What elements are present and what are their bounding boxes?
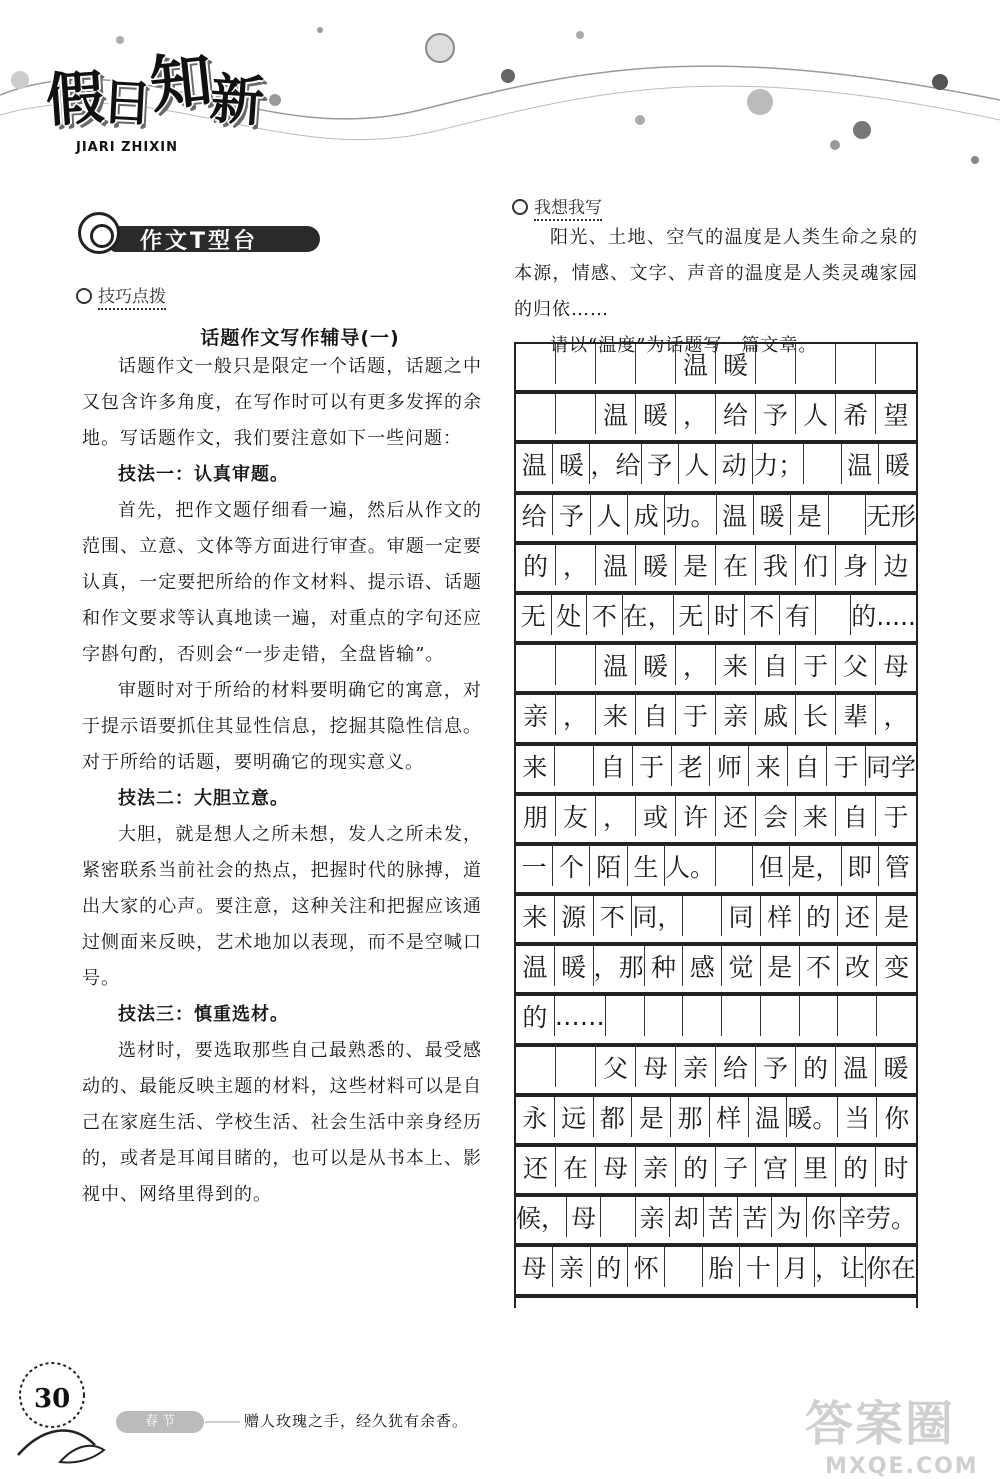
- grid-cell: [796, 344, 836, 384]
- grid-cell: 温: [717, 495, 754, 535]
- grid-cell: 母: [883, 652, 909, 682]
- body-paragraph: 选材时，要选取那些自己最熟悉的、最受感动的、最能反映主题的材料，这些材料可以是自己在家庭生活、学校生活、社会生活中亲身经历的，或者是耳闻目睹的，也可以是从书本上、影视中、网络里得到的。: [82, 1040, 482, 1205]
- brand-char: 日: [100, 72, 154, 134]
- grid-cell: 于: [827, 746, 866, 786]
- grid-cell: 边: [883, 551, 909, 581]
- grid-cell: 苦: [738, 1197, 772, 1237]
- grid-cell: 长: [796, 695, 836, 735]
- grid-cell: 功。: [665, 495, 716, 535]
- grid-cell: 一: [516, 846, 553, 886]
- grid-row: [516, 844, 916, 894]
- grid-cell: 还: [838, 896, 877, 936]
- grid-cell: 不: [800, 946, 839, 986]
- grid-bottom-edge: [516, 1296, 916, 1308]
- grid-cell: ，让: [815, 1247, 866, 1287]
- grid-cell: 无形: [865, 501, 916, 531]
- left-subhead-text: 技巧点拨: [98, 287, 166, 310]
- grid-cell: 处: [552, 595, 588, 635]
- grid-row: [516, 442, 916, 492]
- grid-cell: 温: [842, 444, 879, 484]
- grid-cell: 同学: [865, 752, 916, 782]
- grid-cell: ，给: [590, 444, 641, 484]
- grid-cell: 却: [670, 1197, 704, 1237]
- grid-cell: 是: [884, 903, 910, 933]
- grid-cell: 在: [556, 1147, 596, 1187]
- grid-cell: [722, 996, 761, 1036]
- grid-cell: 的: [516, 545, 556, 585]
- grid-row: [516, 693, 916, 743]
- grid-cell: 给: [716, 394, 756, 434]
- grid-cell: 予: [642, 444, 679, 484]
- grid-cell: 自: [636, 695, 676, 735]
- grid-cell: 子: [716, 1147, 756, 1187]
- grid-cell: 暖: [754, 495, 791, 535]
- grid-cell: 在: [716, 545, 756, 585]
- grid-cell: 许: [676, 796, 716, 836]
- watermark: [805, 1385, 979, 1479]
- grid-cell: 亲: [553, 1247, 590, 1287]
- grid-cell: 暖: [553, 444, 590, 484]
- grid-row: [516, 1045, 916, 1095]
- grid-cell: 来: [716, 645, 756, 685]
- technique-heading: 技法三：慎重选材。: [118, 1004, 289, 1025]
- grid-cell: 温: [676, 344, 716, 384]
- grid-cell: 亲: [716, 695, 756, 735]
- grid-cell: 同: [722, 896, 761, 936]
- page-number: 30: [34, 1384, 71, 1414]
- grid-cell: 暖。: [787, 1097, 838, 1137]
- grid-cell: 温: [596, 645, 636, 685]
- grid-cell: 母: [596, 1147, 636, 1187]
- grid-cell: 来: [596, 695, 636, 735]
- grid-cell: 温: [516, 946, 555, 986]
- grid-cell: 动: [716, 444, 753, 484]
- grid-cell: 予: [756, 394, 796, 434]
- grid-cell: [876, 344, 916, 384]
- grid-cell: 里: [796, 1147, 836, 1187]
- technique-heading: 技法二：大胆立意。: [118, 788, 289, 809]
- grid-cell: 样: [710, 1097, 749, 1137]
- grid-cell: [683, 996, 722, 1036]
- grid-cell: [601, 1197, 635, 1237]
- grid-cell: [606, 996, 645, 1036]
- grid-cell: 那: [671, 1097, 710, 1137]
- grid-cell: 你在: [865, 1254, 916, 1284]
- grid-cell: 的: [796, 1047, 836, 1087]
- grid-cell: 来: [516, 896, 555, 936]
- grid-cell: 给: [516, 495, 553, 535]
- grid-row: [516, 392, 916, 442]
- grid-cell: 生: [628, 846, 665, 886]
- grid-cell: 人。: [665, 846, 716, 886]
- grid-cell: [596, 344, 636, 384]
- grid-cell: 自: [788, 746, 827, 786]
- grid-cell: 同，: [632, 896, 683, 936]
- grid-cell: 温: [836, 1047, 876, 1087]
- grid-cell: 是，: [790, 846, 841, 886]
- grid-cell: 当: [838, 1097, 877, 1137]
- grid-cell: 的: [591, 1247, 628, 1287]
- bullet-icon: [512, 199, 528, 215]
- grid-cell: 种: [645, 946, 684, 986]
- brand-pinyin: JIARI ZHIXIN: [76, 140, 178, 155]
- grid-cell: [516, 645, 556, 685]
- grid-cell: 无: [516, 595, 552, 635]
- grid-row: [516, 1245, 916, 1295]
- grid-cell: [556, 645, 596, 685]
- technique-heading: 技法一：认真审题。: [118, 464, 289, 485]
- grid-cell: 暖: [636, 394, 676, 434]
- grid-cell: 还: [716, 796, 756, 836]
- grid-cell: ，那: [594, 946, 645, 986]
- grid-cell: 于: [676, 695, 716, 735]
- bullet-icon: [76, 288, 92, 304]
- grid-cell: [516, 394, 556, 434]
- grid-cell: [716, 846, 753, 886]
- grid-cell: 暖: [636, 545, 676, 585]
- grid-cell: 暖: [883, 1053, 909, 1083]
- grid-cell: 成: [628, 495, 665, 535]
- grid-cell: [756, 344, 796, 384]
- grid-cell: [836, 344, 876, 384]
- watermark-bottom: MXQE.COM: [825, 1454, 979, 1479]
- grid-cell: 予: [756, 1047, 796, 1087]
- grid-cell: 人: [796, 394, 836, 434]
- grid-cell: 会: [756, 796, 796, 836]
- grid-cell: [556, 1047, 596, 1087]
- brand-char: 知: [146, 42, 216, 123]
- grid-cell: 陌: [590, 846, 627, 886]
- grid-cell: ，: [676, 645, 716, 685]
- essay-writing-grid: [514, 342, 918, 1308]
- grid-cell: 你: [884, 1103, 910, 1133]
- grid-cell: [877, 996, 916, 1036]
- grid-cell: 来: [796, 796, 836, 836]
- grid-cell: [555, 746, 594, 786]
- section-label: 作文T型台: [140, 229, 259, 254]
- grid-cell: 都: [594, 1097, 633, 1137]
- grid-cell: 于: [633, 746, 672, 786]
- grid-cell: 给: [716, 1047, 756, 1087]
- grid-cell: 母: [567, 1197, 601, 1237]
- grid-cell: 管: [884, 852, 910, 882]
- grid-cell: 的: [836, 1147, 876, 1187]
- grid-cell: 人: [679, 444, 716, 484]
- grid-cell: 暖: [555, 946, 594, 986]
- grid-cell: 力；: [753, 444, 804, 484]
- grid-cell: ，: [556, 545, 596, 585]
- brand-logo: [43, 42, 267, 135]
- grid-cell: 月: [778, 1247, 815, 1287]
- grid-cell: [556, 344, 596, 384]
- grid-cell: [804, 444, 841, 484]
- brand-char: 新: [207, 67, 267, 134]
- grid-cell: 或: [636, 796, 676, 836]
- grid-cell: ……: [555, 996, 606, 1036]
- grid-cell: 是: [791, 495, 828, 535]
- grid-cell: 亲: [636, 1147, 676, 1187]
- grid-cell: 来: [749, 746, 788, 786]
- grid-row: [516, 593, 916, 643]
- grid-row: [516, 342, 916, 392]
- grid-cell: [516, 344, 556, 384]
- grid-cell: [645, 996, 684, 1036]
- grid-cell: ，: [556, 695, 596, 735]
- grid-cell: 即: [842, 846, 879, 886]
- grid-row: [516, 744, 916, 794]
- grid-cell: 我: [756, 545, 796, 585]
- grid-cell: 不: [594, 896, 633, 936]
- grid-cell: 的.....: [851, 601, 916, 631]
- prompt-paragraph: 请以“温度”为话题写一篇文章。: [550, 335, 818, 356]
- grid-cell: 感: [683, 946, 722, 986]
- grid-row: [516, 944, 916, 994]
- grid-cell: 怀: [628, 1247, 665, 1287]
- grid-cell: ，: [883, 702, 909, 732]
- grid-cell: 候，: [516, 1197, 567, 1237]
- grid-cell: 望: [883, 401, 909, 431]
- grid-cell: 源: [555, 896, 594, 936]
- grid-cell: 来: [516, 746, 555, 786]
- grid-cell: 宫: [756, 1147, 796, 1187]
- grid-row: [516, 493, 916, 543]
- grid-cell: 辈: [836, 695, 876, 735]
- grid-cell: 时: [883, 1154, 909, 1183]
- grid-cell: 是: [632, 1097, 671, 1137]
- grid-cell: 自: [836, 796, 876, 836]
- grid-cell: 朋: [516, 796, 556, 836]
- grid-cell: 师: [710, 746, 749, 786]
- grid-cell: 温: [749, 1097, 788, 1137]
- body-paragraph: 话题作文一般只是限定一个话题，话题之中又包含许多角度，在写作时可以有更多发挥的余地。写话题作文，我们要注意如下一些问题：: [82, 356, 482, 449]
- right-subhead-text: 我想我写: [534, 198, 602, 221]
- grid-cell: 不: [745, 595, 781, 635]
- grid-cell: 你: [807, 1197, 841, 1237]
- grid-cell: 觉: [722, 946, 761, 986]
- grid-cell: 个: [553, 846, 590, 886]
- grid-cell: 温: [596, 545, 636, 585]
- target-icon: [78, 212, 120, 254]
- grid-cell: 们: [796, 545, 836, 585]
- body-paragraph: 大胆，就是想人之所未想，发人之所未发，紧密联系当前社会的热点，把握时代的脉搏，道出大家的心声。要注意，这种关注和把握应该通过侧面来反映，艺术地加以表现，而不是空喊口号。: [82, 824, 482, 989]
- grid-cell: 母: [636, 1047, 676, 1087]
- article-title: 话题作文写作辅导(一): [200, 327, 400, 349]
- grid-cell: 人: [591, 495, 628, 535]
- grid-cell: 十: [740, 1247, 777, 1287]
- grid-cell: 时: [709, 595, 745, 635]
- right-subhead: [512, 193, 602, 218]
- grid-cell: 父: [596, 1047, 636, 1087]
- grid-cell: 自: [594, 746, 633, 786]
- grid-cell: [683, 896, 722, 936]
- grid-cell: 亲: [636, 1197, 670, 1237]
- grid-cell: 还: [516, 1147, 556, 1187]
- grid-cell: 改: [838, 946, 877, 986]
- grid-cell: 不: [587, 595, 623, 635]
- grid-cell: 变: [884, 953, 910, 983]
- grid-cell: 是: [761, 946, 800, 986]
- grid-cell: 温: [516, 444, 553, 484]
- prompt-paragraph: 阳光、土地、空气的温度是人类生命之泉的本源，情感、文字、声音的温度是人类灵魂家园的归依……: [514, 227, 918, 320]
- grid-cell: 的: [676, 1147, 716, 1187]
- section-banner: [78, 212, 268, 258]
- grid-row: [516, 643, 916, 693]
- grid-cell: [829, 495, 866, 535]
- grid-cell: [761, 996, 800, 1036]
- grid-cell: 暖: [884, 451, 910, 481]
- grid-cell: 自: [756, 645, 796, 685]
- brand-char: 假: [43, 63, 107, 135]
- grid-cell: 希: [836, 394, 876, 434]
- grid-cell: [816, 595, 852, 635]
- grid-cell: 有: [780, 595, 816, 635]
- grid-cell: 父: [836, 645, 876, 685]
- grid-cell: 无: [674, 595, 710, 635]
- footer-quote: 赠人玫瑰之手，经久犹有余香。: [244, 1412, 469, 1430]
- grid-cell: 胎: [703, 1247, 740, 1287]
- grid-cell: 苦: [704, 1197, 738, 1237]
- grid-cell: 老: [672, 746, 711, 786]
- grid-row: [516, 894, 916, 944]
- grid-cell: 的: [800, 896, 839, 936]
- grid-cell: 永: [516, 1097, 555, 1137]
- grid-row: [516, 1095, 916, 1145]
- grid-cell: [516, 1047, 556, 1087]
- grid-cell: 的: [516, 996, 555, 1036]
- grid-row: [516, 1145, 916, 1195]
- grid-cell: 但: [753, 846, 790, 886]
- grid-cell: ，: [596, 796, 636, 836]
- grid-cell: 友: [556, 796, 596, 836]
- season-label: 春 节: [116, 1411, 204, 1433]
- grid-cell: 辛劳。: [840, 1204, 916, 1234]
- body-paragraph: 首先，把作文题仔细看一遍，然后从作文的范围、立意、文体等方面进行审查。审题一定要认真，一定要把所给的作文材料、提示语、话题和作文要求等认真地读一遍，对重点的字句还应字斟句酌，否则会“一步走错，全盘皆输”。: [82, 500, 482, 665]
- grid-cell: 在，: [623, 595, 674, 635]
- grid-cell: [838, 996, 877, 1036]
- grid-cell: ，: [676, 394, 716, 434]
- body-paragraph: 审题时对于所给的材料要明确它的寓意，对于提示语要抓住其显性信息，挖掘其隐性信息。对于所给的话题，要明确它的现实意义。: [82, 680, 482, 773]
- grid-cell: 戚: [756, 695, 796, 735]
- grid-cell: 是: [676, 545, 716, 585]
- watermark-top: 答案圈: [805, 1396, 956, 1452]
- grid-cell: 于: [883, 802, 909, 832]
- grid-cell: 样: [761, 896, 800, 936]
- grid-cell: [556, 394, 596, 434]
- grid-cell: 温: [596, 394, 636, 434]
- grid-cell: [800, 996, 839, 1036]
- grid-cell: 亲: [516, 695, 556, 735]
- grid-row: [516, 1195, 916, 1245]
- grid-cell: [665, 1247, 702, 1287]
- grid-row: [516, 994, 916, 1044]
- grid-cell: [636, 344, 676, 384]
- grid-cell: 于: [796, 645, 836, 685]
- grid-cell: 予: [553, 495, 590, 535]
- grid-cell: 亲: [676, 1047, 716, 1087]
- grid-cell: 母: [516, 1247, 553, 1287]
- grid-row: [516, 794, 916, 844]
- grid-cell: 身: [836, 545, 876, 585]
- grid-cell: 暖: [636, 645, 676, 685]
- grid-cell: 远: [555, 1097, 594, 1137]
- grid-cell: 暖: [716, 344, 756, 384]
- grid-cell: 为: [772, 1197, 806, 1237]
- left-body-text: [82, 349, 482, 1213]
- left-subhead: [76, 282, 166, 307]
- grid-row: [516, 543, 916, 593]
